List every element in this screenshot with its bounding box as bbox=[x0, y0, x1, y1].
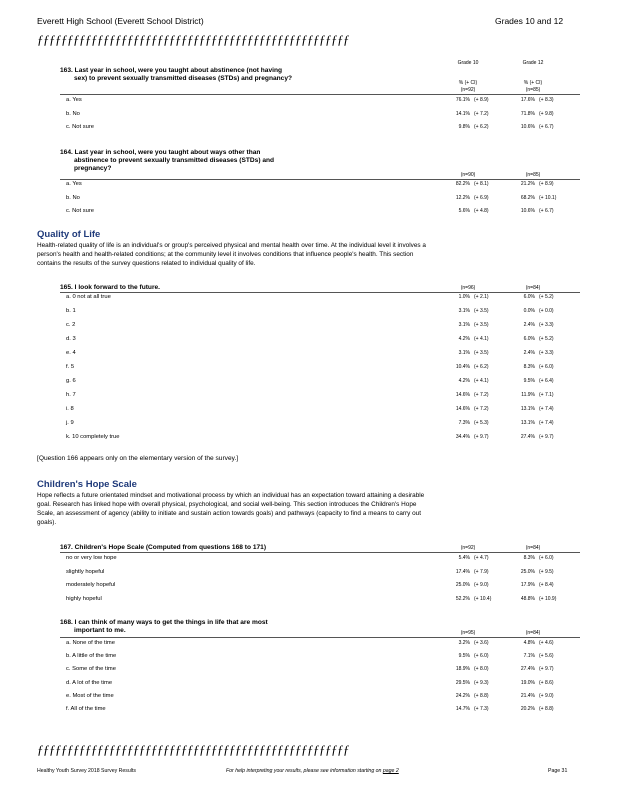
grade10-ci: (+ 8.9) bbox=[474, 97, 489, 103]
grade12-percent: 21.2% bbox=[520, 181, 535, 187]
grade12-percent: 71.8% bbox=[520, 110, 535, 117]
q163-rule bbox=[60, 94, 580, 95]
grade10-ci: (+ 4.8) bbox=[474, 208, 489, 214]
grade10-ci: (+ 8.0) bbox=[474, 666, 489, 673]
grade10-ci: (+ 6.9) bbox=[474, 194, 489, 201]
grade12-ci: (+ 3.3) bbox=[539, 350, 554, 356]
grade12-ci: (+ 6.7) bbox=[539, 124, 554, 130]
grade10-percent: 4.2% bbox=[458, 336, 470, 342]
grade12-percent: 0.0% bbox=[523, 308, 535, 314]
grade10-percent: 14.6% bbox=[455, 392, 470, 398]
response-label: c. Not sure bbox=[66, 208, 95, 214]
grade12-ci: (+ 5.6) bbox=[539, 653, 554, 660]
grade12-percent: 8.3% bbox=[523, 364, 535, 370]
response-label: e. 4 bbox=[66, 350, 76, 356]
qol-line3: contains the results of the survey questions related to individual quality of life. bbox=[37, 260, 256, 267]
grade10-ci: (+ 6.2) bbox=[474, 124, 489, 130]
grade12-percent: 48.8% bbox=[520, 595, 535, 602]
footer-help-text bbox=[226, 768, 399, 774]
grade12-ci: (+ 8.9) bbox=[539, 181, 554, 187]
school-name: Everett High School (Everett School District) bbox=[37, 16, 204, 26]
response-label: c. Some of the time bbox=[66, 666, 116, 673]
response-label: k. 10 completely true bbox=[66, 434, 120, 440]
grade10-ci: (+ 4.1) bbox=[474, 336, 489, 342]
grade12-percent: 20.2% bbox=[520, 706, 535, 712]
grade12-ci: (+ 8.3) bbox=[539, 97, 554, 103]
grade12-ci: (+ 6.0) bbox=[539, 555, 554, 561]
grade12-percent: 11.9% bbox=[521, 392, 535, 398]
grade10-stat-header: % (+ CI) bbox=[458, 80, 478, 86]
response-label: no or very low hope bbox=[66, 555, 117, 561]
grade12-ci: (+ 6.7) bbox=[539, 208, 554, 214]
grade12-ci: (+ 7.4) bbox=[539, 406, 554, 412]
q165-n12: (n=84) bbox=[525, 285, 541, 291]
grade10-percent: 4.2% bbox=[458, 378, 470, 384]
grade10-ci: (+ 9.3) bbox=[474, 679, 489, 686]
grade10-ci: (+ 7.2) bbox=[474, 406, 489, 412]
response-label: e. Most of the time bbox=[66, 692, 114, 699]
grade12-percent: 10.6% bbox=[520, 124, 535, 130]
grade10-percent: 9.8% bbox=[458, 124, 470, 130]
response-label: a. 0 not at all true bbox=[66, 294, 111, 300]
grade12-header: Grade 12 bbox=[522, 60, 544, 66]
q168-line1: 168. I can think of many ways to get the things in life that are most bbox=[60, 619, 268, 626]
grade10-ci: (+ 5.3) bbox=[474, 420, 489, 426]
grade10-ci: (+ 3.6) bbox=[474, 640, 489, 646]
q163-line1: 163. Last year in school, were you taught about abstinence (not having bbox=[60, 67, 283, 74]
q164-rule bbox=[60, 179, 580, 180]
grade12-stat-header: % (+ CI) bbox=[523, 80, 543, 86]
grade12-percent: 9.5% bbox=[523, 378, 535, 384]
grade10-percent: 3.1% bbox=[458, 350, 470, 356]
q167-n12: (n=84) bbox=[525, 545, 541, 551]
grade10-percent: 82.2% bbox=[455, 181, 470, 187]
grade10-percent: 10.4% bbox=[455, 364, 470, 370]
grade10-percent: 14.1% bbox=[455, 110, 470, 117]
response-label: a. None of the time bbox=[66, 640, 115, 646]
grade10-percent: 1.0% bbox=[458, 294, 470, 300]
quality-of-life-paragraph bbox=[37, 241, 582, 268]
response-label: moderately hopeful bbox=[66, 582, 116, 588]
grade12-ci: (+ 8.6) bbox=[539, 679, 554, 686]
response-label: highly hopeful bbox=[66, 595, 102, 602]
grade10-ci: (+ 3.5) bbox=[474, 308, 489, 314]
grade10-header: Grade 10 bbox=[457, 60, 479, 66]
top-divider: ƒƒƒƒƒƒƒƒƒƒƒƒƒƒƒƒƒƒƒƒƒƒƒƒƒƒƒƒƒƒƒƒƒƒƒƒƒƒƒƒƒƒƒƒƒƒƒƒƒƒƒƒ bbox=[37, 32, 349, 47]
q164-line2: abstinence to prevent sexually transmitted diseases (STDs) and bbox=[74, 157, 275, 164]
response-label: i. 8 bbox=[66, 406, 74, 412]
grade10-ci: (+ 6.2) bbox=[474, 364, 489, 370]
grade12-ci: (+ 8.4) bbox=[539, 582, 554, 588]
grade12-ci: (+ 4.6) bbox=[539, 640, 554, 646]
grade10-percent: 3.1% bbox=[458, 322, 470, 328]
grade12-ci: (+ 5.2) bbox=[539, 294, 554, 300]
grade10-ci: (+ 8.8) bbox=[474, 692, 489, 699]
grade10-percent: 14.6% bbox=[455, 406, 470, 412]
grade12-percent: 21.4% bbox=[520, 692, 535, 699]
grade10-percent: 3.2% bbox=[458, 640, 470, 646]
grade12-percent: 7.1% bbox=[523, 653, 535, 660]
grade12-ci: (+ 8.8) bbox=[539, 706, 554, 712]
grade12-ci: (+ 6.4) bbox=[539, 378, 554, 384]
grade12-percent: 2.4% bbox=[523, 322, 535, 328]
response-label: c. 2 bbox=[66, 322, 76, 328]
grade10-ci: (+ 8.1) bbox=[474, 181, 489, 187]
grade10-percent: 5.4% bbox=[458, 555, 470, 561]
q164-n10: (n=90) bbox=[460, 172, 476, 178]
grade12-percent: 27.4% bbox=[520, 434, 535, 440]
grade10-percent: 25.0% bbox=[455, 582, 470, 588]
q163-n10: (n=92) bbox=[460, 87, 476, 93]
response-label: f. All of the time bbox=[66, 706, 106, 712]
response-label: b. 1 bbox=[66, 308, 76, 314]
response-label: c. Not sure bbox=[66, 124, 95, 130]
grade10-percent: 12.2% bbox=[455, 194, 470, 201]
grade10-percent: 76.1% bbox=[455, 97, 470, 103]
response-label: g. 6 bbox=[66, 378, 76, 384]
grade12-ci: (+ 9.0) bbox=[539, 692, 554, 699]
q168-rule bbox=[60, 637, 580, 638]
response-label: d. A lot of the time bbox=[66, 679, 113, 686]
response-label: f. 5 bbox=[66, 364, 75, 370]
hope-scale-paragraph bbox=[37, 491, 582, 527]
grade12-percent: 25.0% bbox=[520, 568, 535, 575]
response-label: b. No bbox=[66, 110, 80, 117]
grade12-percent: 17.9% bbox=[520, 582, 535, 588]
grade12-ci: (+ 7.1) bbox=[539, 392, 554, 398]
grade12-ci: (+ 9.7) bbox=[539, 434, 554, 440]
q168-line2: important to me. bbox=[74, 627, 126, 634]
grade10-ci: (+ 2.1) bbox=[474, 294, 489, 300]
q168-n12: (n=84) bbox=[525, 630, 541, 636]
response-label: b. A little of the time bbox=[66, 653, 117, 660]
grade10-ci: (+ 6.0) bbox=[474, 653, 489, 660]
grade12-percent: 8.3% bbox=[523, 555, 535, 561]
response-label: slightly hopeful bbox=[66, 568, 105, 575]
q164-n12: (n=85) bbox=[525, 172, 541, 178]
grade10-ci: (+ 3.5) bbox=[474, 350, 489, 356]
grade10-percent: 9.5% bbox=[458, 653, 470, 660]
grade10-percent: 18.9% bbox=[455, 666, 470, 673]
response-label: a. Yes bbox=[66, 181, 82, 187]
grades-label: Grades 10 and 12 bbox=[495, 16, 564, 26]
qol-line1: Health-related quality of life is an individual's or group's perceived physical and mental health over time. At the individual level it involves a bbox=[37, 242, 426, 249]
footer-page-link[interactable]: page 2 bbox=[382, 768, 399, 774]
grade10-percent: 24.2% bbox=[455, 692, 470, 699]
response-label: j. 9 bbox=[66, 420, 74, 426]
grade12-ci: (+ 0.0) bbox=[539, 308, 554, 314]
grade10-ci: (+ 7.3) bbox=[474, 706, 489, 712]
response-label: a. Yes bbox=[66, 97, 82, 103]
grade12-ci: (+ 5.2) bbox=[539, 336, 554, 342]
grade12-percent: 10.6% bbox=[520, 208, 535, 214]
page-number: Page 31 bbox=[548, 768, 568, 774]
hope-line4: goals). bbox=[37, 519, 57, 526]
grade12-ci: (+ 9.5) bbox=[539, 568, 554, 575]
q164-line3: pregnancy? bbox=[74, 165, 112, 172]
grade12-percent: 6.0% bbox=[523, 336, 535, 342]
grade12-percent: 17.6% bbox=[520, 97, 535, 103]
grade10-ci: (+ 4.7) bbox=[474, 555, 489, 561]
q164-line1: 164. Last year in school, were you taught about ways other than bbox=[60, 149, 261, 156]
footer-help-prefix: For help interpreting your results, please see information starting on bbox=[226, 768, 382, 774]
quality-of-life-title: Quality of Life bbox=[37, 229, 101, 240]
grade10-ci: (+ 3.5) bbox=[474, 322, 489, 328]
hope-scale-title: Children's Hope Scale bbox=[37, 479, 137, 490]
grade12-ci: (+ 7.4) bbox=[539, 420, 554, 426]
grade12-ci: (+ 6.0) bbox=[539, 364, 554, 370]
hope-line3: Scale, an assessment of agency (ability to initiate and sustain action towards goals) and pathways (capacity to find a means to carry out bbox=[37, 510, 421, 517]
grade12-percent: 19.0% bbox=[520, 679, 535, 686]
grade12-percent: 2.4% bbox=[523, 350, 535, 356]
grade12-ci: (+ 10.9) bbox=[539, 595, 557, 602]
grade10-ci: (+ 4.1) bbox=[474, 378, 489, 384]
grade10-percent: 34.4% bbox=[455, 434, 470, 440]
grade10-percent: 14.7% bbox=[455, 706, 470, 712]
qol-line2: person's health and health-related conditions; at the community level it involves conditions that influence people's health. This section bbox=[37, 251, 414, 258]
q166-note: [Question 166 appears only on the elementary version of the survey.] bbox=[37, 455, 239, 462]
grade12-ci: (+ 3.3) bbox=[539, 322, 554, 328]
grade12-ci: (+ 9.8) bbox=[539, 110, 554, 117]
grade12-percent: 68.2% bbox=[520, 194, 535, 201]
grade10-percent: 29.5% bbox=[455, 679, 470, 686]
grade10-percent: 5.6% bbox=[458, 208, 470, 214]
grade10-percent: 52.2% bbox=[455, 595, 470, 602]
grade12-percent: 6.0% bbox=[523, 294, 535, 300]
grade10-ci: (+ 9.0) bbox=[474, 582, 489, 588]
q165-rule bbox=[60, 292, 580, 293]
grade12-percent: 13.1% bbox=[520, 420, 535, 426]
grade10-ci: (+ 7.2) bbox=[474, 110, 489, 117]
grade12-percent: 27.4% bbox=[520, 666, 535, 673]
grade10-ci: (+ 7.2) bbox=[474, 392, 489, 398]
bottom-divider: ƒƒƒƒƒƒƒƒƒƒƒƒƒƒƒƒƒƒƒƒƒƒƒƒƒƒƒƒƒƒƒƒƒƒƒƒƒƒƒƒƒƒƒƒƒƒƒƒƒƒƒƒ bbox=[37, 742, 349, 757]
grade12-ci: (+ 10.1) bbox=[539, 194, 557, 201]
q165-text: 165. I look forward to the future. bbox=[60, 284, 161, 291]
hope-line2: goal. Research has linked hope with overall physical, psychological, and social well-being. This section introduces the Children's Hope bbox=[37, 501, 417, 508]
grade10-ci: (+ 7.9) bbox=[474, 568, 489, 575]
grade12-percent: 13.1% bbox=[520, 406, 535, 412]
grade10-percent: 17.4% bbox=[455, 568, 470, 575]
grade10-ci: (+ 9.7) bbox=[474, 434, 489, 440]
grade12-percent: 4.8% bbox=[523, 640, 535, 646]
hope-line1: Hope reflects a future orientated mindset and motivational process by which an individual has an expectation toward attaining a desirable bbox=[37, 492, 425, 499]
q168-n10: (n=95) bbox=[460, 630, 476, 636]
q163-line2: sex) to prevent sexually transmitted diseases (STDs) and pregnancy? bbox=[74, 75, 293, 82]
response-label: h. 7 bbox=[66, 392, 76, 398]
q167-n10: (n=92) bbox=[460, 545, 476, 551]
q163-n12: (n=85) bbox=[525, 87, 541, 93]
footer-survey-name: Healthy Youth Survey 2018 Survey Results bbox=[37, 768, 136, 774]
grade10-percent: 7.3% bbox=[458, 420, 470, 426]
q165-n10: (n=96) bbox=[460, 285, 476, 291]
q167-text: 167. Children's Hope Scale (Computed from questions 168 to 171) bbox=[60, 544, 267, 551]
grade10-percent: 3.1% bbox=[458, 308, 470, 314]
grade10-ci: (+ 10.4) bbox=[474, 595, 492, 602]
q167-rule bbox=[60, 552, 580, 553]
grade12-ci: (+ 9.7) bbox=[539, 666, 554, 673]
response-label: b. No bbox=[66, 194, 80, 201]
response-label: d. 3 bbox=[66, 336, 76, 342]
